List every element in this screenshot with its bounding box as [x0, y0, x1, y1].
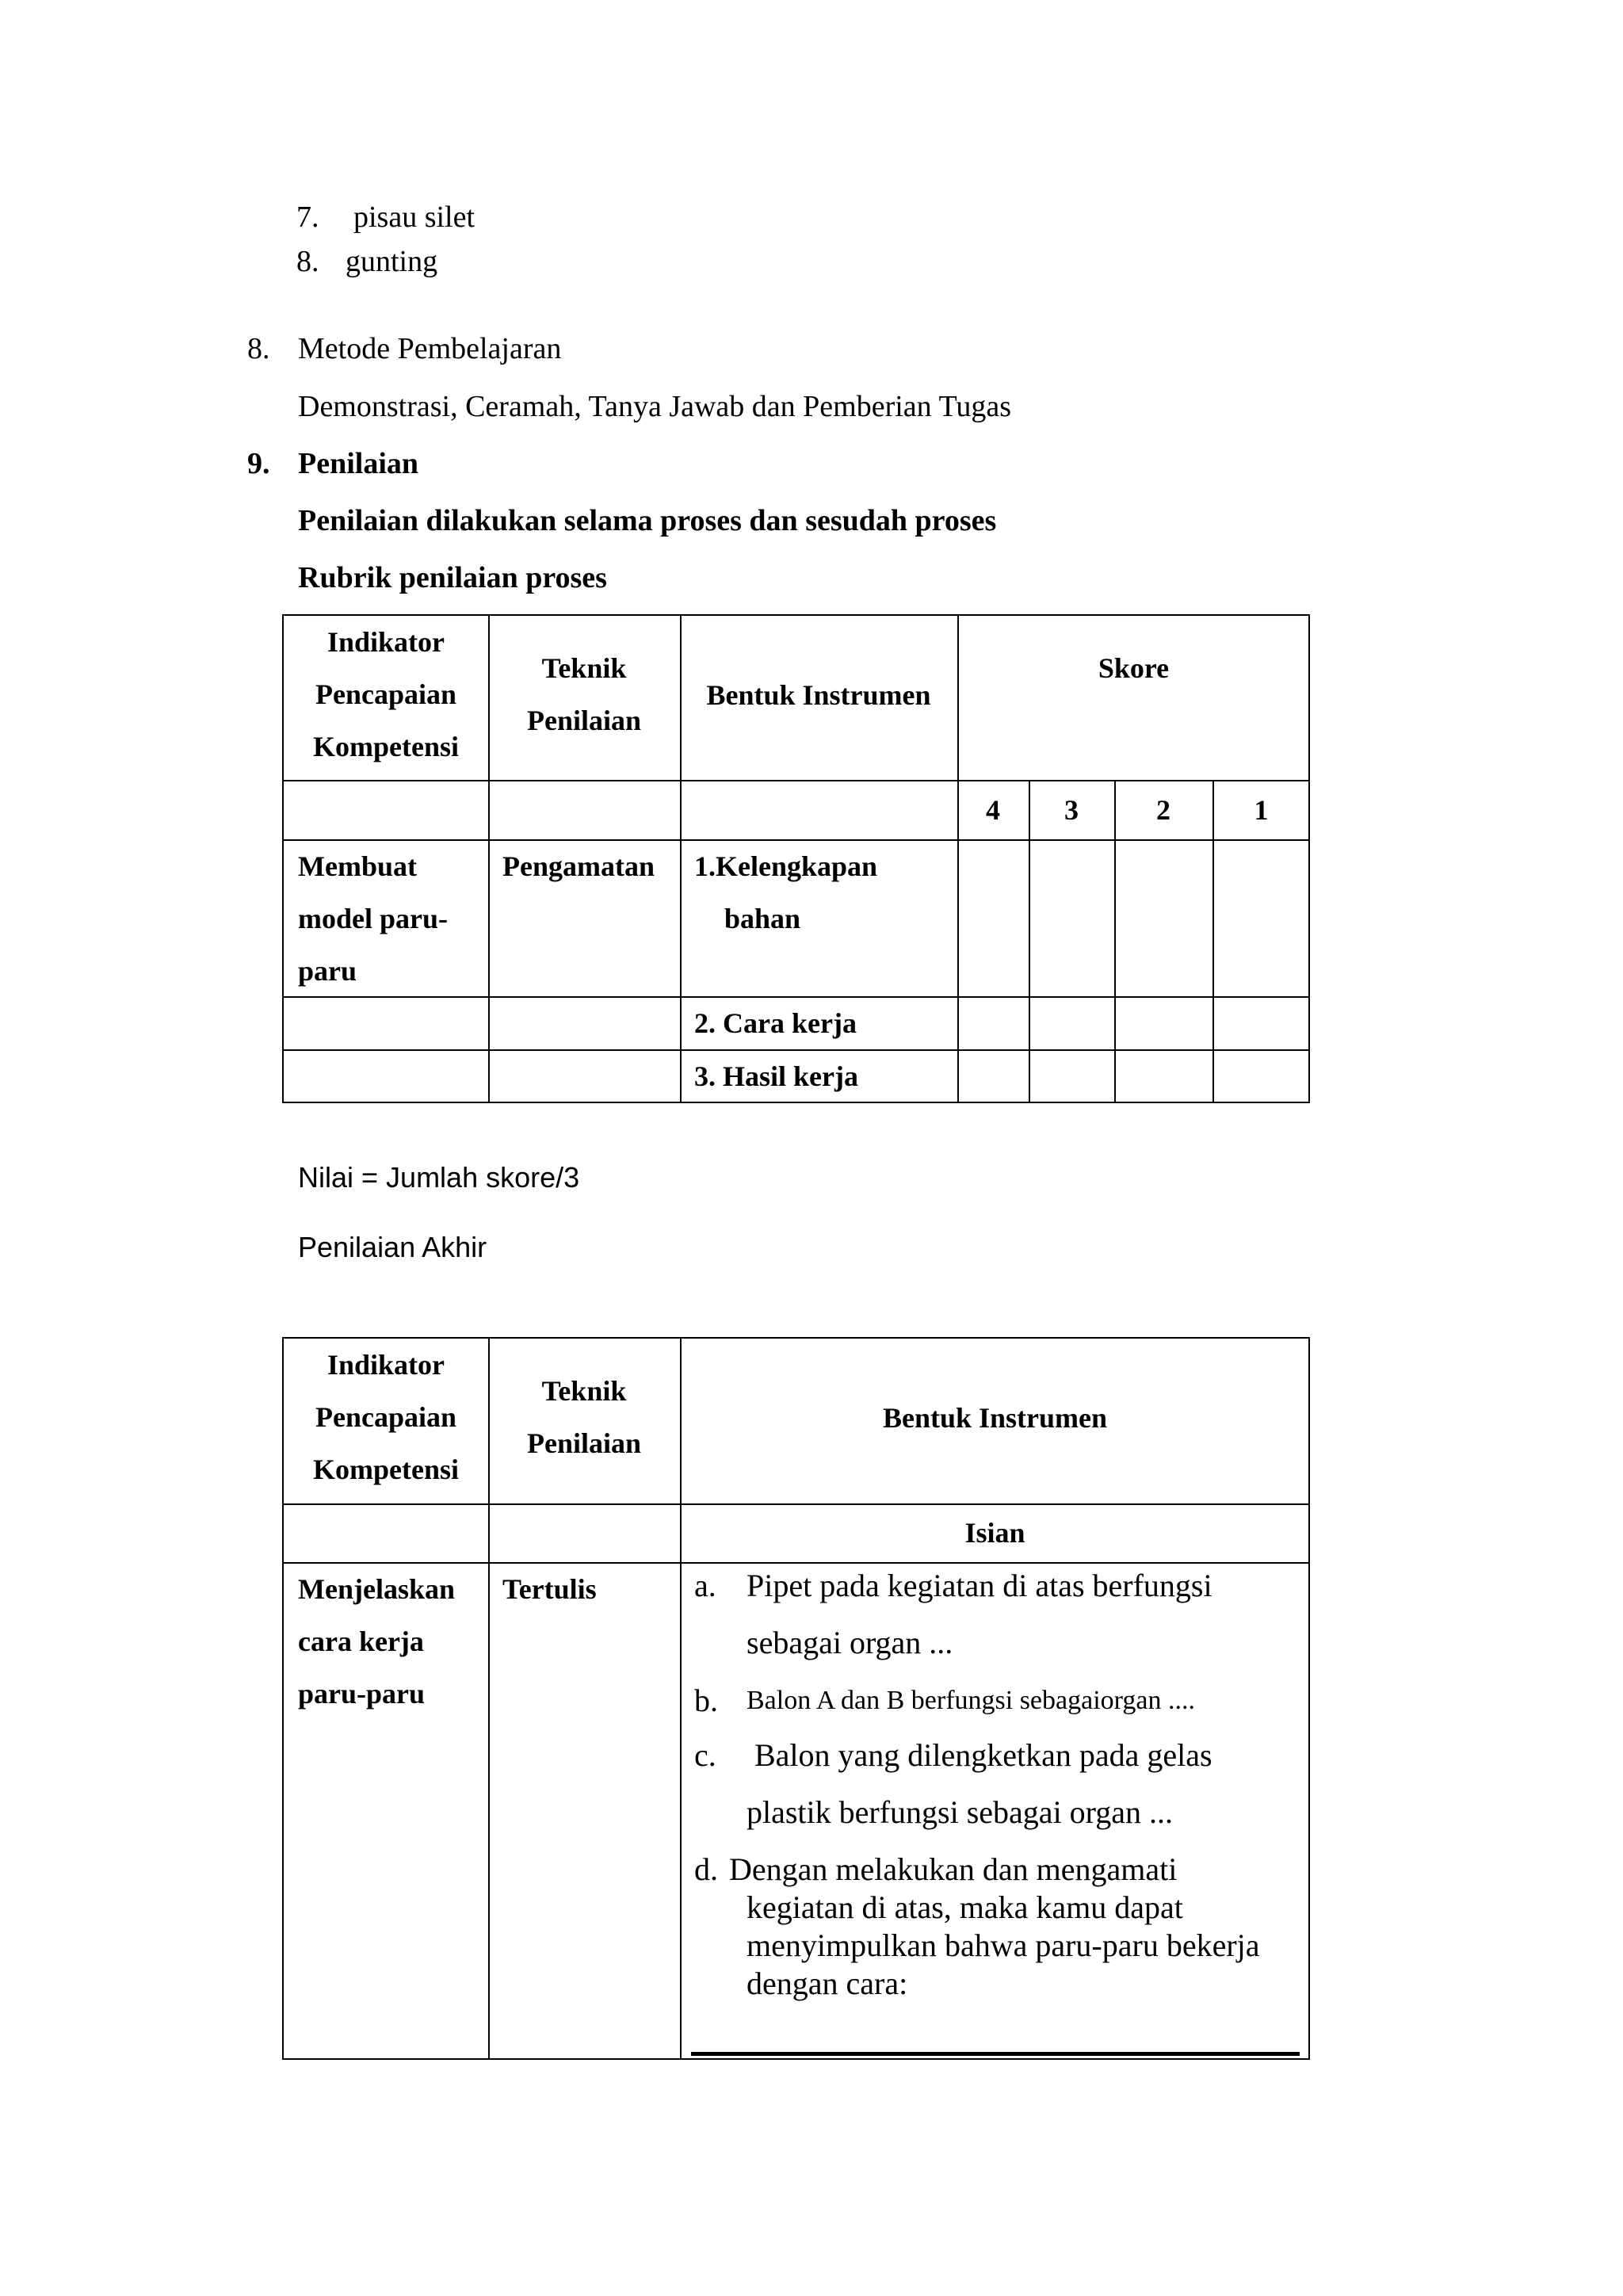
question-line: Dengan melakukan dan mengamati	[729, 1851, 1178, 1887]
question-line: Balon yang dilengketkan pada gelas	[754, 1737, 1212, 1773]
list-item-number: 7.	[296, 201, 319, 234]
question-line: Balon A dan B berfungsi sebagaiorgan ....	[747, 1686, 1195, 1715]
header-teknik	[488, 642, 680, 747]
cell-line: cara kerja	[298, 1626, 424, 1657]
score-level: 2	[1156, 794, 1170, 826]
question-label: d.	[694, 1851, 718, 1887]
final-assessment-table	[282, 1337, 1310, 2060]
row-item: 3. Hasil kerja	[694, 1060, 858, 1092]
header-isian: Isian	[964, 1517, 1025, 1549]
question-line: menyimpulkan bahwa paru-paru bekerja	[747, 1927, 1260, 1963]
section-subtitle: Rubrik penilaian proses	[298, 561, 607, 594]
row-item: 1.Kelengkapan	[694, 850, 878, 882]
final-assessment-title: Penilaian Akhir	[298, 1231, 487, 1263]
list-item-text: pisau silet	[353, 201, 475, 234]
cell-line: Membuat	[298, 850, 417, 882]
cell-line: Menjelaskan	[298, 1573, 455, 1605]
header-bentuk: Bentuk Instrumen	[706, 679, 931, 711]
question-line: plastik berfungsi sebagai organ ...	[747, 1794, 1174, 1830]
section-subtitle: Penilaian dilakukan selama proses dan sesudah proses	[298, 504, 997, 537]
row-teknik: Pengamatan	[502, 850, 655, 882]
formula-text: Nilai = Jumlah skore/3	[298, 1161, 580, 1194]
row-indikator	[298, 840, 448, 997]
question-line: Pipet pada kegiatan di atas berfungsi	[747, 1568, 1212, 1603]
section-title: Metode Pembelajaran	[298, 332, 562, 365]
header-line: Penilaian	[526, 1427, 642, 1459]
header-indikator	[284, 1339, 488, 1496]
row-indikator	[298, 1563, 455, 1720]
header-teknik	[488, 1365, 680, 1469]
header-line: Indikator	[327, 1349, 445, 1381]
question-line: dengan cara:	[747, 1966, 908, 2001]
answer-line	[691, 2052, 1300, 2056]
header-line: Pencapaian	[315, 1401, 456, 1433]
table-divider	[680, 1339, 682, 2058]
header-line: Indikator	[327, 626, 445, 658]
header-line: Pencapaian	[315, 678, 456, 710]
row-teknik: Tertulis	[502, 1573, 597, 1605]
section-title: Penilaian	[298, 447, 419, 480]
question-label: b.	[694, 1683, 718, 1718]
row-item: 2. Cara kerja	[694, 1007, 857, 1039]
header-line: Kompetensi	[313, 1454, 459, 1485]
header-bentuk: Bentuk Instrumen	[882, 1402, 1108, 1434]
section-body: Demonstrasi, Ceramah, Tanya Jawab dan Pemberian Tugas	[298, 390, 1012, 423]
header-line: Penilaian	[526, 705, 642, 736]
list-item-number: 8.	[296, 245, 319, 278]
header-line: Teknik	[541, 1375, 627, 1407]
question-line: sebagai organ ...	[747, 1625, 953, 1660]
cell-line: paru	[298, 955, 357, 987]
question-label: a.	[694, 1568, 716, 1603]
row-item: bahan	[724, 903, 801, 934]
header-indikator	[284, 616, 488, 773]
score-level: 3	[1064, 794, 1079, 826]
section-number: 8.	[247, 332, 270, 365]
header-line: Kompetensi	[313, 731, 459, 762]
header-line: Teknik	[541, 652, 627, 684]
cell-line: model paru-	[298, 903, 448, 934]
question-label: c.	[694, 1737, 716, 1773]
score-level: 1	[1254, 794, 1269, 826]
header-skore: Skore	[1098, 652, 1170, 684]
rubric-table	[282, 614, 1310, 1103]
cell-line: paru-paru	[298, 1678, 426, 1710]
section-number: 9.	[247, 447, 270, 480]
list-item-text: gunting	[346, 245, 438, 278]
score-level: 4	[986, 794, 1000, 826]
question-line: kegiatan di atas, maka kamu dapat	[747, 1889, 1183, 1925]
